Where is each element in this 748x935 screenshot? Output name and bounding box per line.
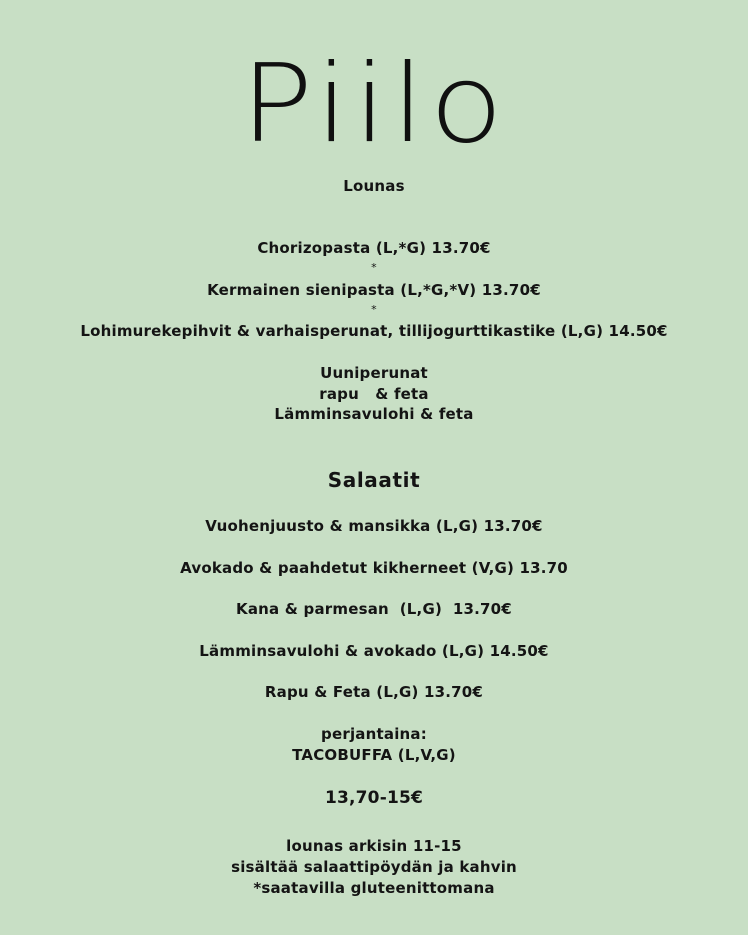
lunch-item: Chorizopasta (L,*G) 13.70€ <box>257 239 491 257</box>
lunch-item: Kermainen sienipasta (L,*G,*V) 13.70€ <box>207 281 541 299</box>
oven-potato-option: rapu & feta <box>319 385 429 403</box>
salad-item: Avokado & paahdetut kikherneet (V,G) 13.70 <box>180 559 568 577</box>
footer-line: *saatavilla gluteenittomana <box>253 879 495 897</box>
oven-potatoes-title: Uuniperunat <box>320 364 428 382</box>
friday-item: TACOBUFFA (L,V,G) <box>292 746 456 764</box>
friday-label: perjantaina: <box>321 725 427 743</box>
salad-item: Kana & parmesan (L,G) 13.70€ <box>236 600 512 618</box>
lunch-item: Lohimurekepihvit & varhaisperunat, tillijogurttikastike (L,G) 14.50€ <box>80 322 668 340</box>
footer-line: lounas arkisin 11-15 <box>286 837 462 855</box>
salad-item: Vuohenjuusto & mansikka (L,G) 13.70€ <box>205 517 543 535</box>
footer-line: sisältää salaattipöydän ja kahvin <box>231 858 517 876</box>
lunch-title: Lounas <box>343 177 405 195</box>
salad-item: Lämminsavulohi & avokado (L,G) 14.50€ <box>199 642 549 660</box>
friday-price: 13,70-15€ <box>324 788 424 808</box>
item-separator: * <box>371 303 377 316</box>
oven-potato-option: Lämminsavulohi & feta <box>274 405 474 423</box>
brand-logo: Piilo <box>240 42 508 167</box>
salads-title: Salaatit <box>327 468 421 492</box>
salad-item: Rapu & Feta (L,G) 13.70€ <box>264 683 484 701</box>
item-separator: * <box>371 261 377 274</box>
